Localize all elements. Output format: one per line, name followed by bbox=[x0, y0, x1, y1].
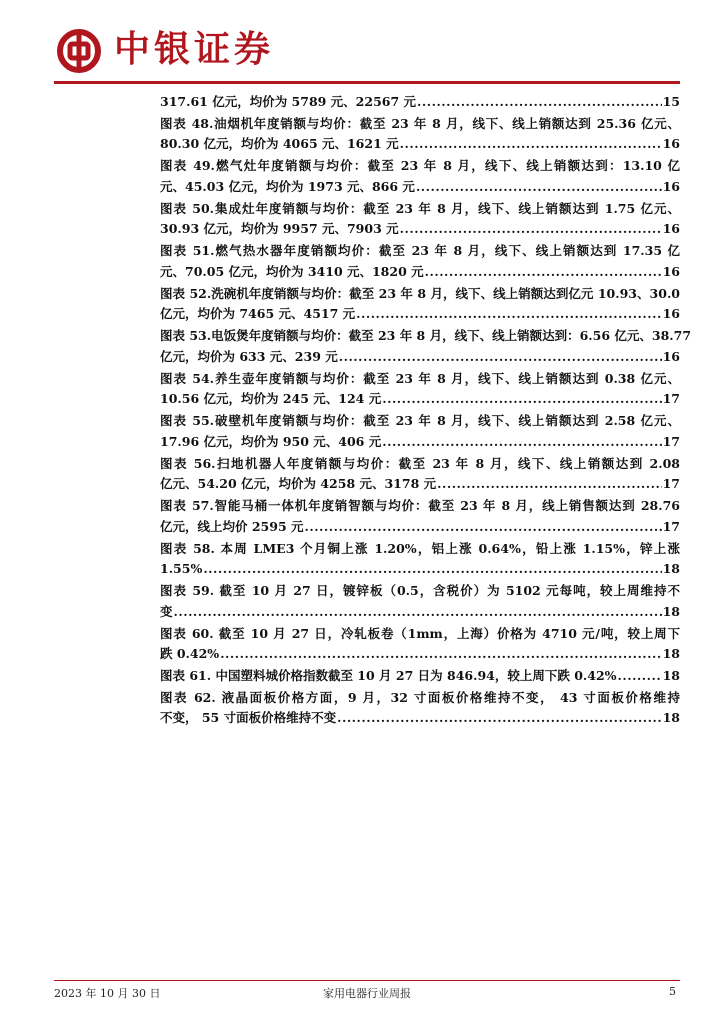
toc-entry-text: 17.96 亿元，均价为 950 元、406 元 bbox=[160, 433, 382, 449]
toc-entry-text: 图表 51.燃气热水器年度销额均价：截至 23 年 8 月，线下、线上销额达到 17.35 亿 bbox=[160, 243, 680, 259]
toc-page-number: 16 bbox=[662, 306, 680, 322]
toc-page-number: 16 bbox=[662, 136, 680, 152]
page-footer bbox=[54, 985, 680, 1001]
toc-entry[interactable] bbox=[160, 666, 680, 687]
toc-page-number: 17 bbox=[662, 433, 680, 449]
footer-page-number: 5 bbox=[669, 985, 676, 998]
dot-leader bbox=[425, 262, 662, 283]
toc-entry-text: 图表 59. 截至 10 月 27 日，镀锌板（0.5，含税价）为 5102 元每吨，较上周维持不 bbox=[160, 583, 680, 599]
toc-entry[interactable] bbox=[160, 326, 692, 368]
toc-entry-text: 跌 0.42% bbox=[160, 646, 220, 662]
toc-entry-text: 亿元，均价为 633 元、239 元 bbox=[160, 348, 338, 364]
dot-leader bbox=[416, 177, 662, 198]
dot-leader bbox=[337, 708, 661, 729]
dot-leader bbox=[400, 134, 662, 155]
toc-entry-text: 图表 50.集成灶年度销额与均价：截至 23 年 8 月，线下、线上销额达到 1.75 亿元、 bbox=[160, 200, 680, 216]
footer-date: 2023 年 10 月 30 日 bbox=[54, 987, 161, 1000]
toc-entry-text: 元、45.03 亿元，均价为 1973 元、866 元 bbox=[160, 178, 415, 194]
toc-page-number: 17 bbox=[662, 518, 680, 534]
toc-entry-text: 图表 52.洗碗机年度销额与均价：截至 23 年 8 月，线下、线上销额达到亿元 10.93、30.0 bbox=[160, 285, 680, 301]
toc-entry-text: 图表 55.破壁机年度销额与均价：截至 23 年 8 月，线下、线上销额达到 2.58 亿元、 bbox=[160, 413, 680, 429]
toc-entry-text: 80.30 亿元，均价为 4065 元、1621 元 bbox=[160, 136, 399, 152]
dot-leader bbox=[203, 559, 661, 580]
toc-page-number: 16 bbox=[662, 178, 680, 194]
dot-leader bbox=[339, 347, 662, 368]
toc-entry-text: 图表 48.油烟机年度销额与均价：截至 23 年 8 月，线下、线上销额达到 25.36 亿元、 bbox=[160, 115, 680, 131]
toc-page-number: 18 bbox=[662, 710, 680, 726]
toc-entry[interactable] bbox=[160, 539, 680, 581]
toc-entry-text: 30.93 亿元，均价为 9957 元、7903 元 bbox=[160, 221, 399, 237]
toc-entry-text: 图表 54.养生壶年度销额与均价：截至 23 年 8 月，线下、线上销额达到 0.38 亿元、 bbox=[160, 370, 680, 386]
toc-page-number: 16 bbox=[662, 263, 680, 279]
toc-entry-text: 图表 53.电饭煲年度销额与均价：截至 23 年 8 月，线下、线上销额达到：6.56 亿元、38.77 bbox=[160, 328, 692, 344]
toc-entry[interactable] bbox=[160, 411, 680, 453]
footer-report-title: 家用电器行业周报 bbox=[323, 987, 411, 1000]
toc-entry[interactable] bbox=[160, 496, 680, 538]
toc-entry[interactable] bbox=[160, 156, 680, 198]
toc-page-number: 17 bbox=[662, 391, 680, 407]
toc-page-number: 15 bbox=[662, 94, 680, 109]
toc-entry-text: 亿元，均价为 7465 元、4517 元 bbox=[160, 306, 356, 322]
table-of-figures bbox=[160, 92, 692, 730]
dot-leader bbox=[174, 602, 662, 623]
dot-leader bbox=[382, 432, 661, 453]
toc-entry-text: 图表 61. 中国塑料城价格指数截至 10 月 27 日为 846.94，较上周下跌 0.42% bbox=[160, 667, 617, 683]
bank-of-china-logo-icon bbox=[56, 28, 102, 74]
dot-leader bbox=[417, 92, 662, 113]
toc-entry-text: 图表 56.扫地机器人年度销额与均价：截至 23 年 8 月，线下、线上销额达到 2.08 bbox=[160, 455, 680, 471]
page-header bbox=[54, 24, 680, 82]
toc-page-number: 18 bbox=[662, 667, 680, 683]
toc-page-number: 17 bbox=[662, 476, 680, 492]
toc-page-number: 18 bbox=[662, 646, 680, 662]
dot-leader bbox=[382, 389, 661, 410]
header-divider bbox=[54, 81, 680, 84]
toc-entry[interactable] bbox=[160, 624, 680, 666]
dot-leader bbox=[400, 219, 662, 240]
toc-entry-text: 亿元，线上均价 2595 元 bbox=[160, 518, 304, 534]
dot-leader bbox=[305, 517, 662, 538]
toc-entry[interactable] bbox=[160, 369, 680, 411]
toc-entry-text: 图表 57.智能马桶一体机年度销智额与均价：截至 23 年 8 月，线上销售额达到 28.76 bbox=[160, 498, 680, 514]
toc-entry[interactable] bbox=[160, 92, 680, 113]
toc-entry-text: 变 bbox=[160, 603, 173, 619]
toc-entry[interactable] bbox=[160, 284, 680, 326]
dot-leader bbox=[618, 666, 662, 687]
toc-entry[interactable] bbox=[160, 454, 680, 496]
toc-page-number: 18 bbox=[662, 561, 680, 577]
toc-entry-text: 图表 58. 本周 LME3 个月铜上涨 1.20%，铝上涨 0.64%，铅上涨 1.15%，锌上涨 bbox=[160, 540, 680, 556]
toc-entry-text: 10.56 亿元，均价为 245 元、124 元 bbox=[160, 391, 382, 407]
toc-entry-text: 图表 62. 液晶面板价格方面，9 月，32 寸面板价格维持不变， 43 寸面板价格维持 bbox=[160, 689, 680, 705]
toc-entry[interactable] bbox=[160, 241, 680, 283]
toc-page-number: 16 bbox=[662, 348, 680, 364]
toc-entry-text: 亿元、54.20 亿元，均价为 4258 元、3178 元 bbox=[160, 476, 437, 492]
footer-divider bbox=[54, 980, 680, 981]
toc-entry[interactable] bbox=[160, 581, 680, 623]
toc-entry-text: 不变， 55 寸面板价格维持不变 bbox=[160, 710, 337, 726]
toc-entry-text: 元、70.05 亿元，均价为 3410 元、1820 元 bbox=[160, 263, 424, 279]
dot-leader bbox=[356, 304, 661, 325]
toc-page-number: 16 bbox=[662, 221, 680, 237]
brand-name: 中银证券 bbox=[114, 29, 275, 70]
toc-entry-text: 图表 49.燃气灶年度销额与均价：截至 23 年 8 月，线下、线上销额达到：13.10 亿 bbox=[160, 158, 680, 174]
toc-entry-text: 1.55% bbox=[160, 561, 203, 577]
dot-leader bbox=[220, 644, 661, 665]
toc-page-number: 18 bbox=[662, 603, 680, 619]
dot-leader bbox=[437, 474, 661, 495]
toc-entry[interactable] bbox=[160, 688, 680, 730]
toc-entry-text: 317.61 亿元，均价为 5789 元、22567 元 bbox=[160, 94, 417, 109]
toc-entry[interactable] bbox=[160, 199, 680, 241]
toc-entry-text: 图表 60. 截至 10 月 27 日，冷轧板卷（1mm，上海）价格为 4710 元/吨，较上周下 bbox=[160, 625, 680, 641]
toc-entry[interactable] bbox=[160, 114, 680, 156]
